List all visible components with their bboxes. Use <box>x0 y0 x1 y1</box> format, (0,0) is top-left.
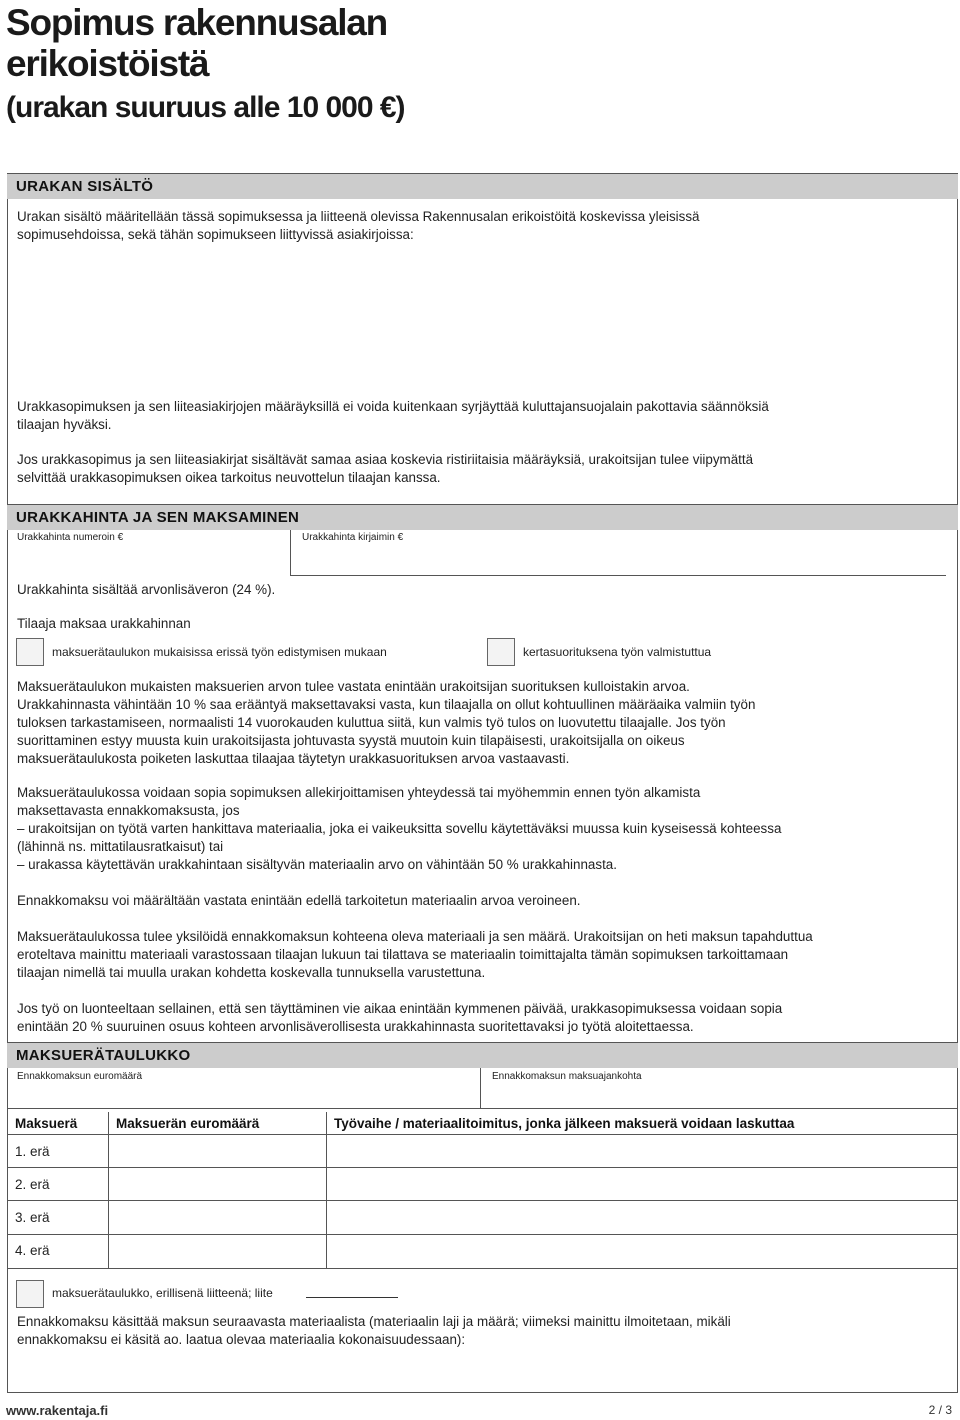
advance-divider <box>480 1068 481 1108</box>
frame-bottom <box>7 1392 958 1393</box>
title-line-1: Sopimus rakennusalan <box>6 2 388 43</box>
price-divider <box>290 530 291 576</box>
title-line-2: erikoistöistä <box>6 43 209 84</box>
section-title: MAKSUERÄTAULUKKO <box>16 1047 191 1064</box>
vat-text: Urakkahinta sisältää arvonlisäveron (24 %). <box>17 582 276 597</box>
table-row-line <box>7 1234 958 1235</box>
paragraph-conflicts: Jos urakkasopimus ja sen liiteasiakirjat sisältävät samaa asiaa koskevia ristiriitaisia määräyksiä, urakoitsijan tulee viipymättä selvittää urakkasopimuksen oikea tarkoitus neuvottelun tilaajan kanssa. <box>17 452 754 485</box>
checkbox-attachment-label: maksuerätaulukko, erillisenä liitteenä; liite <box>52 1286 273 1300</box>
title-line-3: (urakan suuruus alle 10 000 €) <box>6 91 405 124</box>
table-row-line <box>7 1200 958 1201</box>
price-underline[interactable] <box>290 575 946 576</box>
section-header-urakkahinta <box>7 504 958 530</box>
table-bottom-line <box>7 1268 958 1269</box>
table-col-divider-1 <box>108 1112 109 1269</box>
intro-text: Urakan sisältö määritellään tässä sopimuksessa ja liitteenä olevissa Rakennusalan erikoistöitä koskevissa yleisissä sopimusehdoissa, sekä tähän sopimukseen liittyvissä asiakirjoissa: <box>17 209 700 242</box>
advance-underline <box>7 1108 958 1109</box>
paragraph-advance-material: Ennakkomaksu käsittää maksun seuraavasta materiaalista (materiaalin laji ja määrä; viimeksi mainittu ilmoitetaan, mikäli ennakkomaksu ei käsitä ao. laatua olevaa materiaalia kokonaisuudessaan): <box>17 1314 731 1347</box>
frame-right <box>957 173 958 1393</box>
paragraph-advance-payment: Maksuerätaulukossa voidaan sopia sopimuksen allekirjoittamisen yhteydessä tai myöhemmin ennen työn alkamista maksettavasta ennakkomaksusta, jos – urakoitsijan on työtä varten hankittava materiaalia, joka ei vaikeuksitta sovellu käytettäväksi muussa kuin kyseisessä kohteessa (lähinnä ns. mittatilausratkaisut) tai – urakassa käytettävän urakkahintaan sisältyvän materiaalin arvo on vähintään 50 % urakkahinnasta. <box>17 785 782 872</box>
table-row-line <box>7 1167 958 1168</box>
paragraph-material-identification: Maksuerätaulukossa tulee yksilöidä ennakkomaksun kohteena oleva materiaali ja sen määrä. Urakoitsijan on heti maksun tapahduttua eroteltava mainittu materiaali varastossaan tilaajan lukuun tai tilattava se materiaalin toimittajalta tämän sopimuksen tarkoittamaan tilaajan nimellä tai muulla urakan kohdetta koskevalla tunnuksella varustettuna. <box>17 929 813 980</box>
table-row: 2. erä <box>15 1177 50 1192</box>
label-price-numeric: Urakkahinta numeroin € <box>17 532 124 543</box>
label-advance-amount: Ennakkomaksun euromäärä <box>17 1071 143 1082</box>
checkbox-single-payment-label: kertasuorituksena työn valmistuttua <box>523 645 712 659</box>
table-header-line <box>7 1134 958 1135</box>
table-header-phase: Työvaihe / materiaalitoimitus, jonka jälkeen maksuerä voidaan laskuttaa <box>334 1116 795 1131</box>
checkbox-single-payment[interactable] <box>487 638 515 666</box>
section-title: URAKAN SISÄLTÖ <box>16 178 154 195</box>
label-price-text: Urakkahinta kirjaimin € <box>302 532 404 543</box>
paragraph-consumer-law: Urakkasopimuksen ja sen liiteasiakirjojen määräyksillä ei voida kuitenkaan syrjäyttää kuluttajansuojalain pakottavia säännöksiä tilaajan hyväksi. <box>17 399 769 432</box>
checkbox-attachment[interactable] <box>16 1280 44 1308</box>
document-title <box>6 2 405 128</box>
checkbox-installments-label: maksuerätaulukon mukaisissa erissä työn edistymisen mukaan <box>52 645 387 659</box>
footer-page-number: 2 / 3 <box>928 1403 952 1417</box>
label-advance-date: Ennakkomaksun maksuajankohta <box>492 1071 642 1082</box>
table-header-installment: Maksuerä <box>15 1116 78 1131</box>
checkbox-installments[interactable] <box>16 638 44 666</box>
payment-intro: Tilaaja maksaa urakkahinnan <box>17 616 191 631</box>
paragraph-short-work: Jos työ on luonteeltaan sellainen, että sen täyttäminen vie aikaa enintään kymmenen päivää, urakkasopimuksessa voidaan sopia enintään 20 % suuruinen osuus kohteen arvonlisäverollisesta urakkahinnasta suoritettavaksi jo työtä aloitettaessa. <box>17 1001 783 1034</box>
section-title: URAKKAHINTA JA SEN MAKSAMINEN <box>16 509 300 526</box>
paragraph-advance-limit: Ennakkomaksu voi määrältään vastata enintään edellä tarkoitetun materiaalin arvoa veroineen. <box>17 893 581 908</box>
section-header-maksueratauluko <box>7 1042 958 1068</box>
attachment-number-field[interactable] <box>306 1297 398 1298</box>
table-row: 3. erä <box>15 1210 50 1225</box>
section-header-urakan-sisalto <box>7 173 958 199</box>
table-col-divider-2 <box>326 1112 327 1269</box>
table-header-amount: Maksuerän euromäärä <box>116 1116 260 1131</box>
table-row: 1. erä <box>15 1144 50 1159</box>
frame-left <box>7 173 8 1393</box>
paragraph-installment-rules: Maksuerätaulukon mukaisten maksuerien arvon tulee vastata enintään urakoitsijan suorituksen kulloistakin arvoa. Urakkahinnasta vähintään 10 % saa erääntyä maksettavaksi vasta, kun tilaajalla on ollut kohtuullinen määräaika valmiin työn tuloksen tarkastamiseen, normaalisti 14 vuorokauden kuluttua siitä, kun valmis työ tulos on luovutettu tilaajalle. Jos työn suorittaminen estyy muusta kuin urakoitsijasta johtuvasta syystä muutoin kuin tilapäisesti, urakoitsijalla on oikeus maksuerätaulukosta poiketen laskuttaa tilaajaa täytetyn urakkasuorituksen arvoa vastaavasti. <box>17 679 756 766</box>
footer-website[interactable]: www.rakentaja.fi <box>6 1403 109 1418</box>
table-row: 4. erä <box>15 1243 50 1258</box>
